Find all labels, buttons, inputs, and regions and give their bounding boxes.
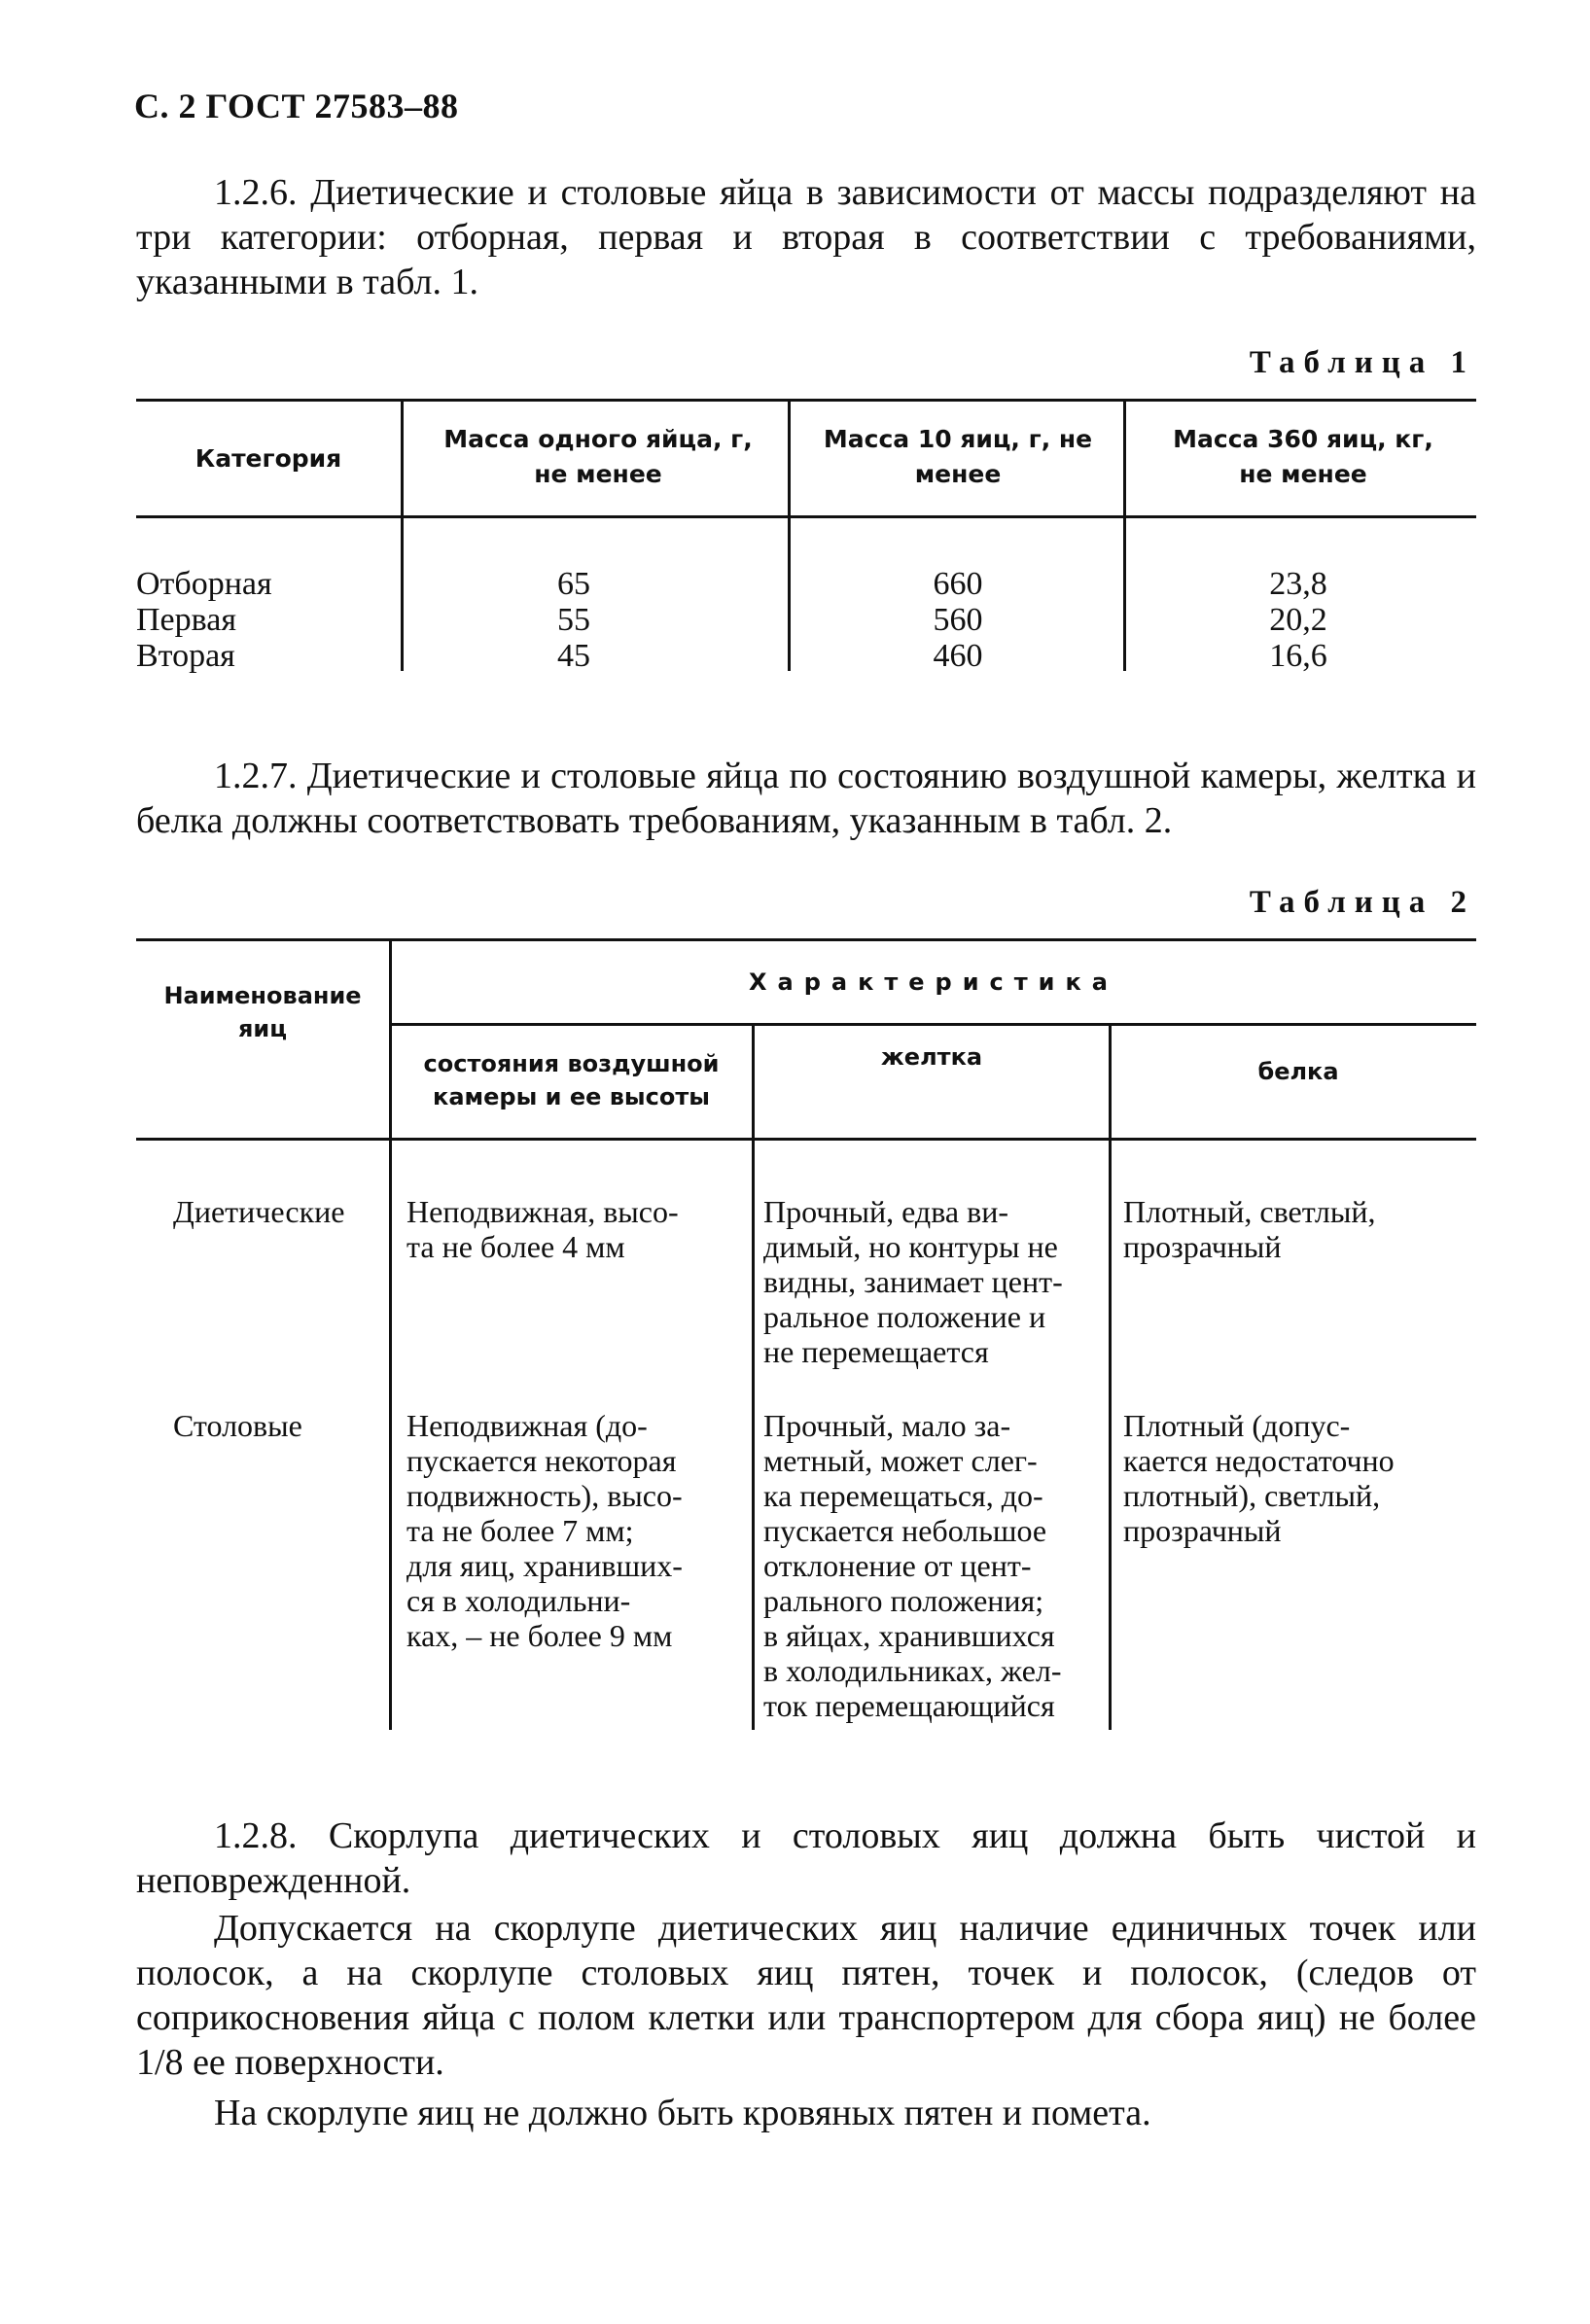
table2-top-rule [136,938,1476,941]
table1-row-mass-one: 45 [557,638,590,674]
table1-row-mass-one: 55 [557,602,590,638]
table1-row-mass-one: 65 [557,566,590,602]
table1-top-rule [136,399,1476,402]
table1-row-category: Отборная [136,566,272,602]
table2 [136,938,1476,1736]
table1-vline-2 [788,401,791,671]
table2-row-name: Диетические [173,1194,345,1229]
table2-row-name: Столовые [173,1408,302,1443]
table2-row-yolk: Прочный, едва ви- димый, но контуры не видны, занимает цент- ральное положение и не перемещается [763,1194,1063,1369]
table1-row-mass-360: 20,2 [1269,602,1327,638]
table1-vline-3 [1123,401,1126,671]
table2-group-rule [391,1023,1476,1026]
table2-vline-1 [389,940,392,1730]
table1-row-mass-360: 16,6 [1269,638,1327,674]
table2-subheader-air: состояния воздушной камеры и ее высоты [423,1050,720,1110]
table2-header-group: Характеристика [749,968,1118,996]
paragraph-1-2-8-allowance [136,1906,1476,2085]
table2-header-name: Наименование яиц [163,982,362,1042]
paragraph-text: 1.2.7. Диетические и столовые яйца по состоянию воздушной камеры, желтка и белка должны соответствовать требованиям, указанным в табл. 2. [136,756,1476,841]
paragraph-1-2-8-no-blood [136,2091,1476,2135]
fraction-one-eighth: 1/8 [136,2042,184,2083]
table1-row-mass-10: 660 [933,566,983,602]
table1-caption: Таблица 1 [1249,345,1475,380]
table2-header-rule [136,1138,1476,1141]
paragraph-text: 1.2.8. Скорлупа диетических и столовых яиц должна быть чистой и неповрежденной. [136,1815,1476,1901]
table2-row-air: Неподвижная, высо- та не более 4 мм [406,1194,679,1264]
table1-header-mass-10: Масса 10 яиц, г, не менее [823,425,1093,488]
table1-header-mass-360: Масса 360 яиц, кг, не менее [1173,425,1433,488]
table1-row-category: Вторая [136,638,235,674]
paragraph-text: На скорлупе яиц не должно быть кровяных пятен и помета. [214,2093,1151,2133]
table1-header-rule [136,515,1476,518]
table1-vline-1 [401,401,404,671]
table1-header-mass-one: Масса одного яйца, г, не менее [443,425,753,488]
table2-vline-3 [1109,1024,1112,1730]
table1-row-mass-10: 560 [933,602,983,638]
table2-caption: Таблица 2 [1249,885,1475,920]
table1-row-mass-10: 460 [933,638,983,674]
table2-subheader-white: белка [1257,1058,1339,1085]
paragraph-text: ее поверхности. [183,2042,444,2083]
paragraph-text: Допускается на скорлупе диетических яиц наличие единичных точек или полосок, а на скорлупе столовых яиц пятен, точек и полосок, (следов от соприкосновения яйца с полом клетки или транспортером для сбора яиц) не более [136,1908,1476,2038]
table1-row-category: Первая [136,602,236,638]
paragraph-1-2-7 [136,754,1476,843]
table2-subheader-yolk: желтка [880,1043,983,1071]
table1 [136,399,1476,681]
paragraph-1-2-8 [136,1813,1476,1903]
table2-row-air: Неподвижная (до- пускается некоторая подвижность), высо- та не более 7 мм; для яиц, хранивших- ся в холодильни- ках, – не более 9 мм [406,1408,683,1653]
table2-row-white: Плотный (допус- кается недостаточно плотный), светлый, прозрачный [1123,1408,1395,1548]
paragraph-1-2-6 [136,170,1476,304]
table2-row-white: Плотный, светлый, прозрачный [1123,1194,1376,1264]
table1-row-mass-360: 23,8 [1269,566,1327,602]
table1-header-category: Категория [194,444,342,473]
table2-vline-2 [752,1024,755,1730]
table2-row-yolk: Прочный, мало за- метный, может слег- ка перемещаться, до- пускается небольшое отклонение от цент- рального положения; в яйцах, хранившихся в холодильниках, жел- ток перемещающийся [763,1408,1062,1723]
paragraph-text: 1.2.6. Диетические и столовые яйца в зависимости от массы подразделяют на три категории: отборная, первая и вторая в соответствии с требованиями, указанными в табл. 1. [136,172,1476,302]
page-header: С. 2 ГОСТ 27583–88 [134,87,459,125]
